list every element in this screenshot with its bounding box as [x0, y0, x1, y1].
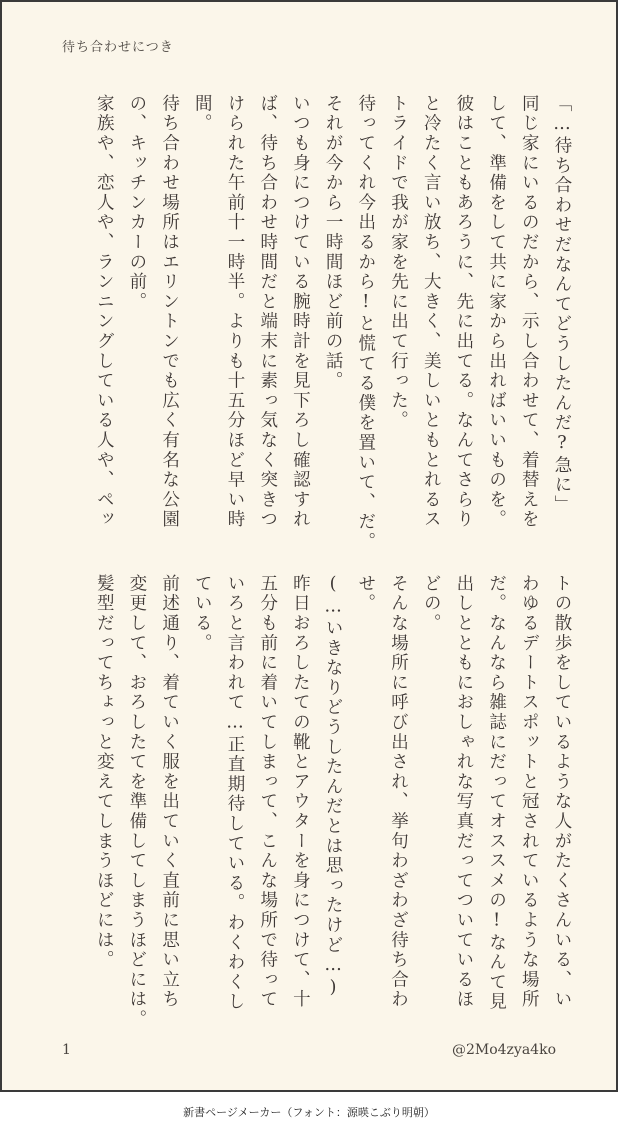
text-column: 「…待ち合わせだなんてどうしたんだ?急に」	[552, 94, 572, 515]
author-handle: @2Mo4zya4ko	[451, 1042, 556, 1058]
text-column: ば、待ち合わせ時間だと端末に素っ気なく突きつ	[257, 94, 278, 530]
text-column: 家族や、恋人や、ランニングしている人や、ペッ	[94, 94, 115, 530]
text-column: いろと言われて…正直期待している。わくわくし	[225, 574, 245, 1013]
footer-credit: 新書ページメーカー（フォント：源暎こぶり明朝）	[183, 1106, 435, 1119]
text-column: だ。なんなら雑誌にだってオススメの!なんて見	[486, 574, 507, 1013]
text-column: 間。	[192, 94, 213, 134]
text-column: そんな場所に呼び出され、挙句わざわざ待ち合わ	[388, 574, 409, 1010]
text-column: の、キッチンカーの前。	[126, 94, 147, 312]
text-column: 髪型だってちょっと変えてしまうほどには。	[94, 574, 115, 970]
text-column: と冷たく言い放ち、大きく、美しいともとれるス	[421, 94, 442, 530]
text-column: けられた午前十一時半。よりも十五分ほど早い時	[225, 94, 245, 530]
text-column: 待ってくれ今出るから!と慌てる僕を置いて、だ。	[355, 94, 376, 552]
text-column: ている。	[192, 574, 213, 654]
text-column: それが今から一時間ほど前の話。	[323, 94, 344, 391]
text-column: 同じ家にいるのだから、示し合わせて、着替えを	[519, 94, 540, 530]
text-column: トの散歩をしているような人がたくさんいる、い	[552, 574, 572, 1010]
text-column: どの。	[421, 574, 442, 634]
text-column: して、準備をして共に家から出ればいいものを。	[486, 94, 507, 530]
text-column: 待ち合わせ場所はエリントンでも広く有名な公園	[159, 94, 180, 530]
text-column: トライドで我が家を先に出て行った。	[388, 94, 409, 431]
page-number: 1	[62, 1042, 71, 1058]
text-column: いつも身につけている腕時計を見下ろし確認すれ	[290, 94, 311, 530]
text-column: 変更して、おろしたてを準備してしまうほどには。	[126, 574, 147, 1030]
text-column: 昨日おろしたての靴とアウターを身につけて、十	[290, 574, 311, 1010]
page-title: 待ち合わせにつき	[62, 40, 174, 55]
text-column: 五分も前に着いてしまって、こんな場所で待って	[257, 574, 278, 1010]
text-column: 出しとともにおしゃれな写真だってついているほ	[453, 574, 474, 1010]
text-column: (…いきなりどうしたんだとは思ったけど…)	[323, 574, 344, 1000]
text-column: せ。	[355, 574, 376, 614]
text-column: 前述通り、着ていく服を出ていく直前に思い立ち	[159, 574, 180, 1010]
text-column: 彼はこともあろうに、先に出てる。なんてさらり	[453, 94, 474, 530]
text-column: わゆるデートスポットと冠されているような場所	[519, 574, 540, 1010]
